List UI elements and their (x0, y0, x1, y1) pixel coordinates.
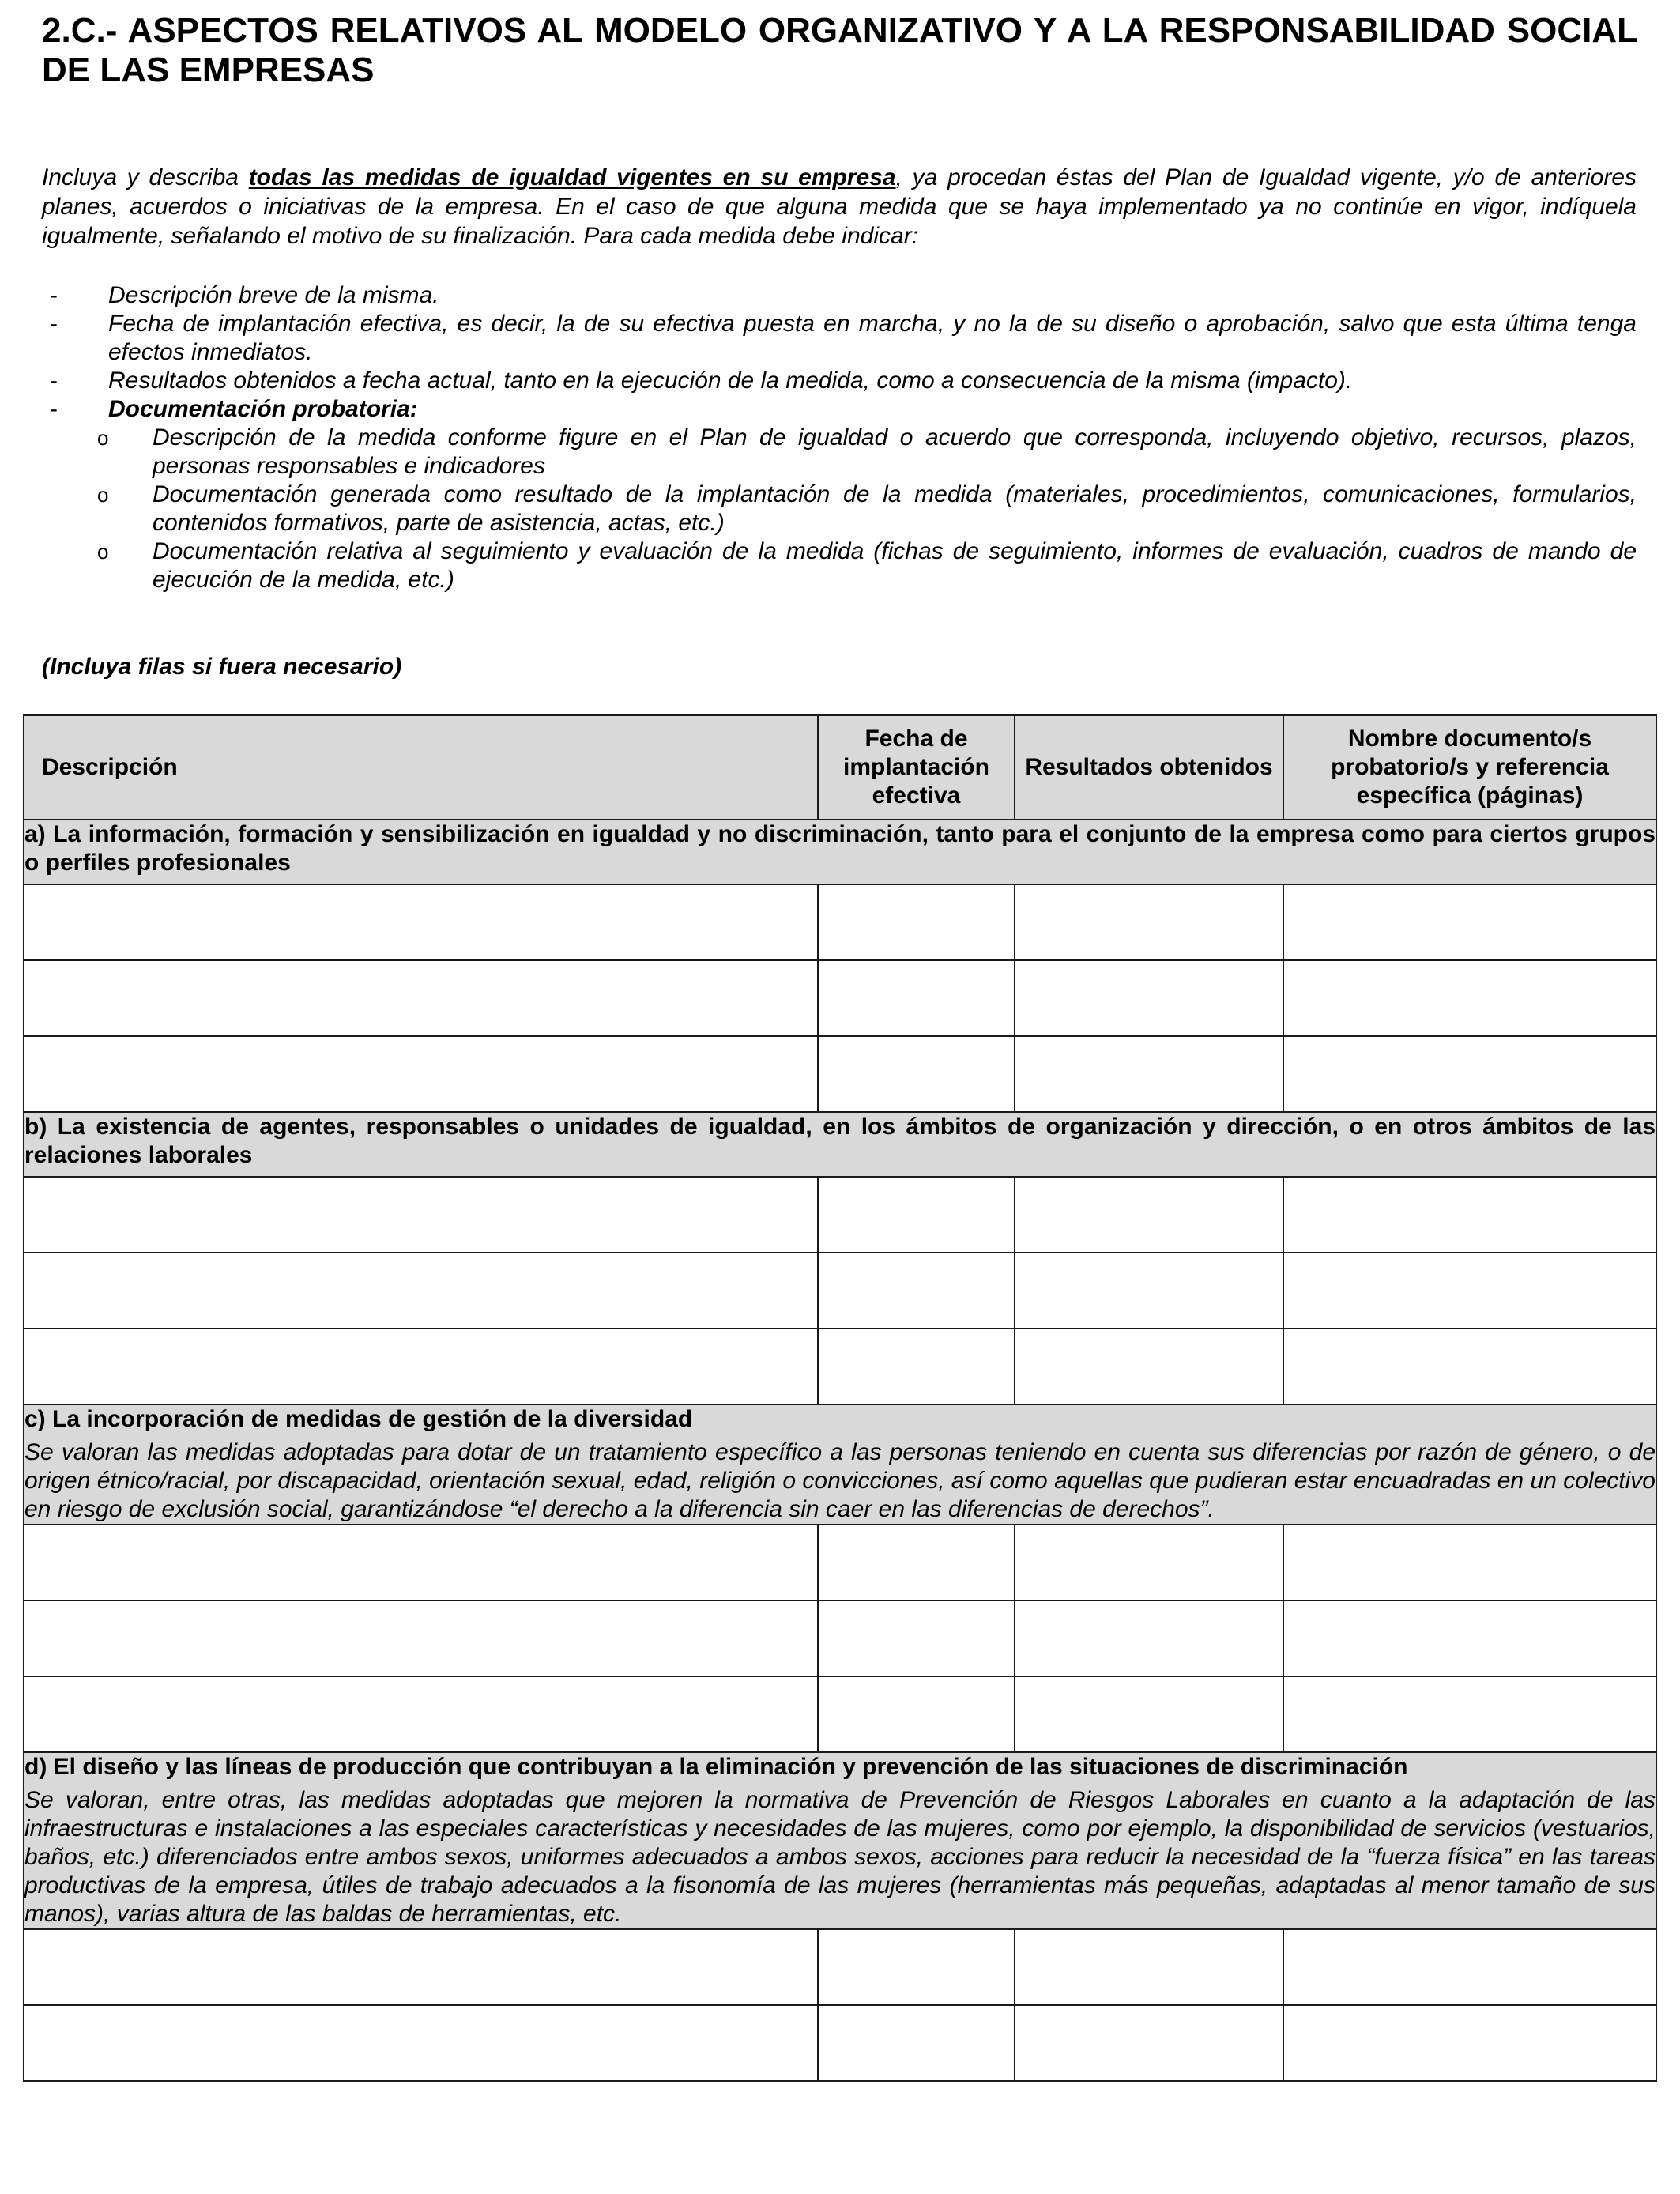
date-cell[interactable] (818, 1525, 1015, 1600)
results-cell[interactable] (1015, 1525, 1283, 1600)
section-row-b (24, 1112, 1656, 1177)
dash-bullet-icon: - (50, 396, 58, 422)
date-cell[interactable] (818, 1329, 1015, 1404)
list-item (42, 367, 1637, 395)
list-item-text: Descripción breve de la misma. (108, 282, 439, 308)
date-cell[interactable] (818, 1177, 1015, 1253)
list-item-text: Resultados obtenidos a fecha actual, tanto en la ejecución de la medida, como a consecuencia de la misma (impacto). (108, 368, 1353, 394)
results-cell[interactable] (1015, 960, 1283, 1036)
description-cell[interactable] (24, 2005, 818, 2081)
date-cell[interactable] (818, 1036, 1015, 1112)
sub-list-item-text: Documentación relativa al seguimiento y evaluación de la medida (fichas de seguimiento, informes de evaluación, cuadros de mando de ejecución de la medida, etc.) (153, 538, 1637, 593)
table-row[interactable] (24, 1600, 1656, 1676)
table-row[interactable] (24, 1177, 1656, 1253)
section-title: a) La información, formación y sensibilización en igualdad y no discriminación, tanto para el conjunto de la empresa como para ciertos grupos o perfiles profesionales (24, 821, 1656, 876)
instructions-rest: , ya procedan éstas del Plan de Igualdad vigente, y/o de anteriores planes, acuerdos o iniciativas de la empresa. En el caso de que alguna medida que se haya implementado ya no continúe en vigor, indíquela igualmente, señalando el motivo de su finalización. Para cada medida debe indicar: (42, 164, 1637, 249)
results-cell[interactable] (1015, 1253, 1283, 1329)
description-cell[interactable] (24, 1036, 818, 1112)
list-item (42, 395, 1637, 424)
section-description: Se valoran, entre otras, las medidas adoptadas que mejoren la normativa de Prevención de Riesgos Laborales en cuanto a la adaptación de las infraestructuras e instalaciones a las especiales características y necesidades de las mujeres, como por ejemplo, la disponibilidad de servicios (vestuarios, baños, etc.) diferenciados entre ambos sexos, uniformes adecuados a ambos sexos, acciones para reducir la necesidad de la “fuerza física” en las tareas productivas de la empresa, útiles de trabajo adecuados a la fisonomía de las mujeres (herramientas más pequeñas, adaptadas al menor tamaño de sus manos), varias altura de las baldas de herramientas, etc. (24, 1787, 1656, 1927)
table-row[interactable] (24, 1036, 1656, 1112)
section-title: c) La incorporación de medidas de gestión de la diversidad (24, 1406, 693, 1432)
date-cell[interactable] (818, 2005, 1015, 2081)
table-row[interactable] (24, 1525, 1656, 1600)
date-cell[interactable] (818, 1676, 1015, 1752)
results-cell[interactable] (1015, 1177, 1283, 1253)
section-row-a (24, 820, 1656, 884)
sub-list-item (42, 481, 1637, 537)
documents-cell[interactable] (1283, 1329, 1656, 1404)
column-header-results: Resultados obtenidos (1015, 715, 1283, 820)
sub-list-item-text: Documentación generada como resultado de la implantación de la medida (materiales, procedimientos, comunicaciones, formularios, contenidos formativos, parte de asistencia, actas, etc.) (153, 481, 1637, 536)
dash-bullet-icon: - (50, 282, 58, 308)
table-header-row (24, 715, 1656, 820)
documents-cell[interactable] (1283, 1929, 1656, 2005)
instructions-emphasis: todas las medidas de igualdad vigentes en su empresa (248, 164, 896, 190)
description-cell[interactable] (24, 1525, 818, 1600)
description-cell[interactable] (24, 1177, 818, 1253)
section-title: d) El diseño y las líneas de producción que contribuyan a la eliminación y prevención de las situaciones de discriminación (24, 1754, 1408, 1780)
page-title: 2.C.- ASPECTOS RELATIVOS AL MODELO ORGANIZATIVO Y A LA RESPONSABILIDAD SOCIAL DE LAS EMPRESAS (42, 11, 1638, 89)
documents-cell[interactable] (1283, 1036, 1656, 1112)
section-row-c (24, 1404, 1656, 1525)
results-cell[interactable] (1015, 1036, 1283, 1112)
dash-bullet-icon: - (50, 311, 58, 337)
results-cell[interactable] (1015, 1929, 1283, 2005)
section-cell (24, 820, 1656, 884)
description-cell[interactable] (24, 1929, 818, 2005)
description-cell[interactable] (24, 1329, 818, 1404)
circle-bullet-icon: o (97, 426, 109, 450)
table-row[interactable] (24, 1676, 1656, 1752)
results-cell[interactable] (1015, 884, 1283, 960)
list-item-text: Fecha de implantación efectiva, es decir, la de su efectiva puesta en marcha, y no la de su diseño o aprobación, salvo que esta última tenga efectos inmediatos. (108, 311, 1637, 365)
documents-cell[interactable] (1283, 1253, 1656, 1329)
description-cell[interactable] (24, 1676, 818, 1752)
description-cell[interactable] (24, 960, 818, 1036)
section-description: Se valoran las medidas adoptadas para dotar de un tratamiento específico a las personas teniendo en cuenta sus diferencias por razón de género, o de origen étnico/racial, por discapacidad, orientación sexual, edad, religión o convicciones, así como aquellas que pudieran estar encuadradas en un colectivo en riesgo de exclusión social, garantizándose “el derecho a la diferencia sin caer en las diferencias de derechos”. (24, 1439, 1656, 1522)
circle-bullet-icon: o (97, 540, 109, 564)
sub-list-item (42, 537, 1637, 594)
sub-list-item-text: Descripción de la medida conforme figure en el Plan de igualdad o acuerdo que corresponda, incluyendo objetivo, recursos, plazos, personas responsables e indicadores (153, 424, 1637, 479)
requirements-list (42, 281, 1637, 594)
section-cell (24, 1752, 1656, 1929)
documents-cell[interactable] (1283, 884, 1656, 960)
section-title: b) La existencia de agentes, responsables o unidades de igualdad, en los ámbitos de organización y dirección, o en otros ámbitos de las relaciones laborales (24, 1114, 1656, 1168)
description-cell[interactable] (24, 1253, 818, 1329)
description-cell[interactable] (24, 1600, 818, 1676)
documents-cell[interactable] (1283, 1676, 1656, 1752)
documents-cell[interactable] (1283, 960, 1656, 1036)
documents-cell[interactable] (1283, 2005, 1656, 2081)
list-item (42, 310, 1637, 367)
date-cell[interactable] (818, 884, 1015, 960)
table-row[interactable] (24, 1929, 1656, 2005)
column-header-description: Descripción (24, 715, 818, 820)
list-item (42, 281, 1637, 310)
documents-cell[interactable] (1283, 1525, 1656, 1600)
dash-bullet-icon: - (50, 368, 58, 394)
results-cell[interactable] (1015, 2005, 1283, 2081)
section-row-d (24, 1752, 1656, 1929)
measures-table (23, 714, 1657, 2082)
column-header-date: Fecha de implantación efectiva (818, 715, 1015, 820)
circle-bullet-icon: o (97, 483, 109, 507)
table-row[interactable] (24, 2005, 1656, 2081)
table-row[interactable] (24, 1253, 1656, 1329)
date-cell[interactable] (818, 1600, 1015, 1676)
date-cell[interactable] (818, 960, 1015, 1036)
instructions-lead: Incluya y describa (42, 164, 249, 190)
section-cell (24, 1112, 1656, 1177)
table-row[interactable] (24, 960, 1656, 1036)
documents-cell[interactable] (1283, 1600, 1656, 1676)
results-cell[interactable] (1015, 1600, 1283, 1676)
description-cell[interactable] (24, 884, 818, 960)
list-item-text: Documentación probatoria: (108, 396, 418, 422)
date-cell[interactable] (818, 1253, 1015, 1329)
add-rows-note: (Incluya filas si fuera necesario) (42, 654, 402, 680)
sub-list-item (42, 424, 1637, 481)
results-cell[interactable] (1015, 1329, 1283, 1404)
table-row[interactable] (24, 884, 1656, 960)
section-cell (24, 1404, 1656, 1525)
table-row[interactable] (24, 1329, 1656, 1404)
documents-cell[interactable] (1283, 1177, 1656, 1253)
date-cell[interactable] (818, 1929, 1015, 2005)
column-header-documents: Nombre documento/s probatorio/s y referencia específica (páginas) (1283, 715, 1656, 820)
results-cell[interactable] (1015, 1676, 1283, 1752)
instructions-paragraph (42, 163, 1637, 251)
